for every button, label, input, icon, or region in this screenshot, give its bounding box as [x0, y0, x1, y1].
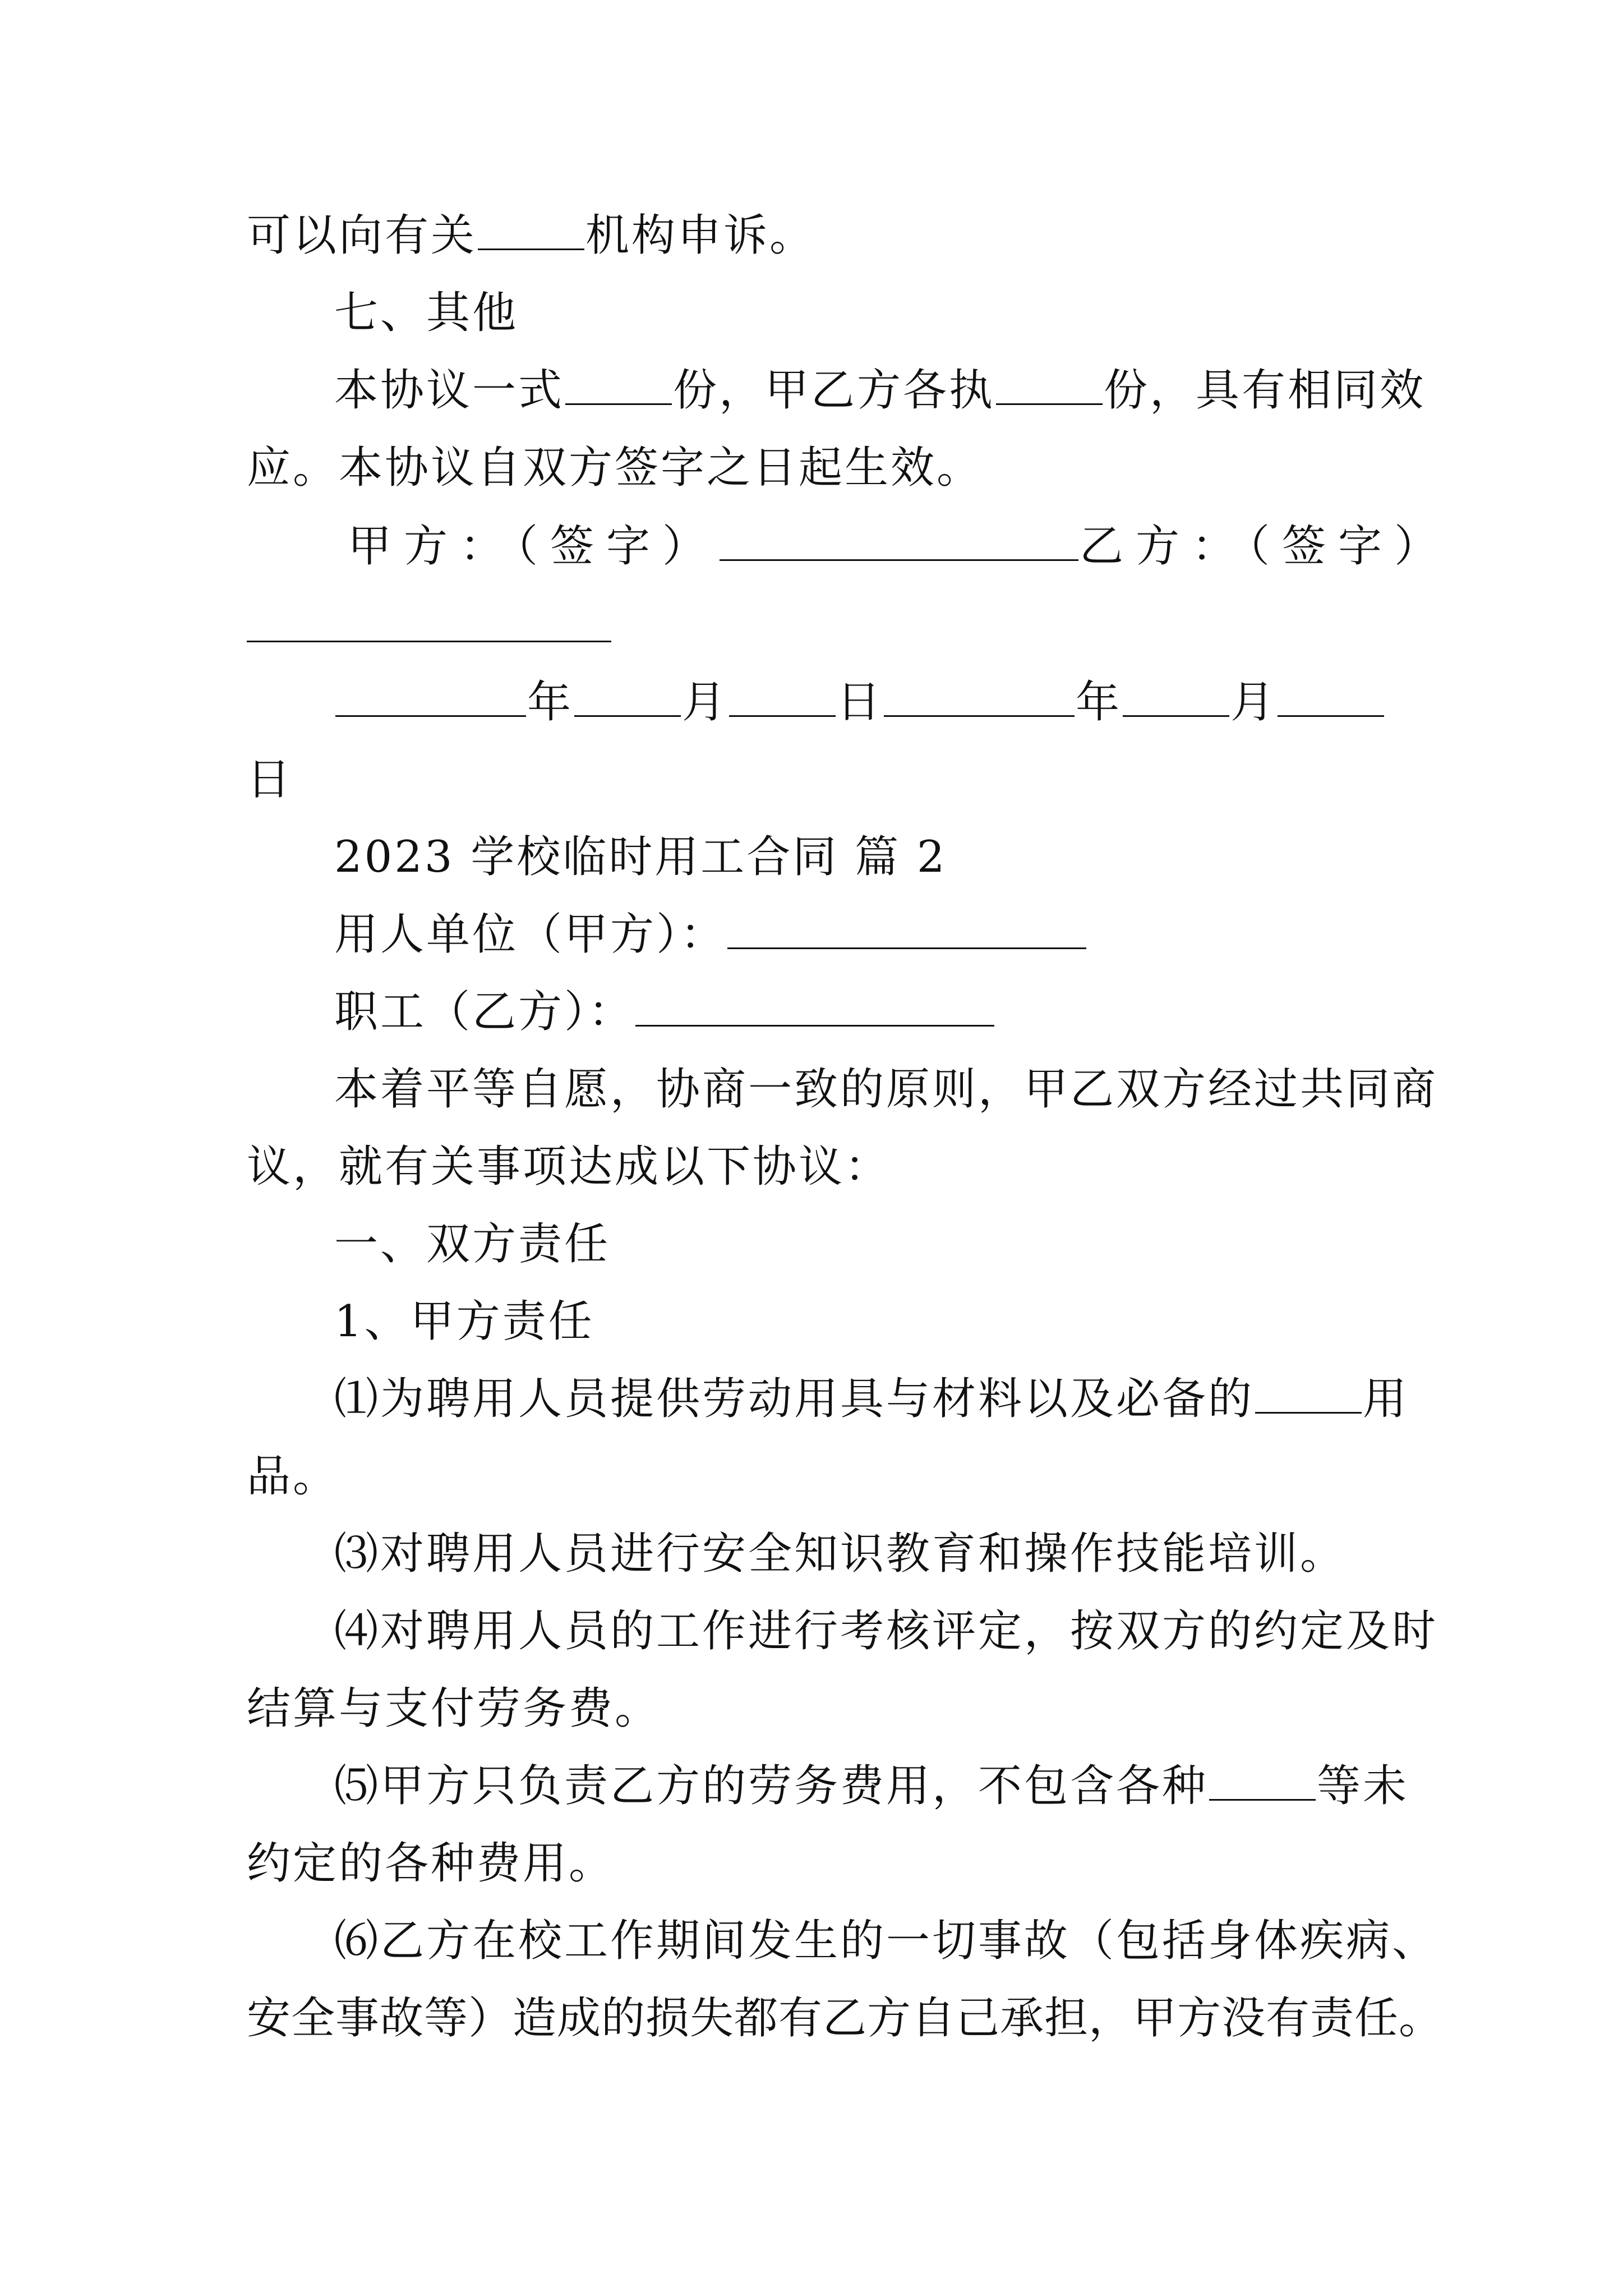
blank-field — [1278, 676, 1384, 717]
text-segment: 等未 — [1317, 1761, 1409, 1811]
text-segment: 年 — [1076, 677, 1122, 728]
text-segment: ⑴为聘用人员提供劳动用具与材料以及必备的 — [334, 1374, 1255, 1424]
text-segment: 月 — [682, 677, 728, 728]
contract-title — [334, 829, 1478, 885]
blank-field — [729, 676, 836, 717]
text-segment: 日 — [837, 677, 883, 728]
text-segment: ⑷对聘用人员的工作进行考核评定，按双方的约定及时 — [334, 1606, 1438, 1657]
subsection-heading-party-a — [334, 1294, 1478, 1350]
text-segment: 可以向有关 — [247, 210, 477, 261]
text-segment: 议，就有关事项达成以下协议： — [247, 1142, 891, 1192]
blank-field — [478, 209, 584, 250]
date-line-day — [247, 752, 1391, 808]
text-segment: ⑶对聘用人员进行安全知识教育和操作技能培训。 — [334, 1529, 1347, 1579]
clause-1-line — [334, 1371, 1478, 1427]
text-segment: 一、双方责任 — [334, 1219, 611, 1269]
text-segment: 2023 学校临时用工合同 篇 2 — [334, 832, 947, 882]
text-segment: 机构申诉。 — [585, 210, 816, 261]
party-b-signature-label: 乙方：（签字） — [1080, 521, 1451, 572]
employer-line — [334, 907, 1478, 963]
blank-field — [574, 676, 681, 717]
paragraph-line-complaint — [247, 208, 1391, 264]
clause-4-line — [334, 1603, 1478, 1659]
text-segment: 日 — [247, 754, 293, 805]
paragraph-line-principle — [334, 1061, 1478, 1117]
blank-field — [635, 986, 994, 1027]
blank-field — [1123, 676, 1229, 717]
date-line — [334, 674, 1478, 730]
blank-field — [884, 676, 1075, 717]
text-segment: 年 — [527, 677, 574, 728]
clause-5-continuation — [247, 1835, 1391, 1892]
text-segment: 七、其他 — [334, 288, 519, 338]
text-segment: 本协议一式 — [334, 365, 565, 416]
text-segment: 结算与支付劳务费。 — [247, 1683, 661, 1734]
text-segment: 品。 — [247, 1451, 339, 1502]
section-heading-other — [334, 285, 1478, 341]
signature-line — [348, 518, 1492, 574]
section-heading-responsibilities — [334, 1216, 1478, 1272]
text-segment: 1、甲方责任 — [334, 1296, 594, 1347]
blank-field — [1209, 1760, 1316, 1801]
blank-field — [565, 364, 672, 405]
clause-6-continuation — [247, 1990, 1444, 2046]
text-segment: 职工（乙方）： — [334, 987, 635, 1037]
blank-field — [335, 676, 526, 717]
text-segment: 应。本协议自双方签字之日起生效。 — [247, 443, 983, 493]
text-segment: 约定的各种费用。 — [247, 1838, 615, 1889]
clause-3-line — [334, 1526, 1478, 1582]
text-segment: ⑹乙方在校工作期间发生的一切事故（包括身体疾病、 — [334, 1916, 1438, 1966]
blank-field — [720, 520, 1078, 561]
blank-field — [1255, 1373, 1362, 1414]
text-segment: ⑸甲方只负责乙方的劳务费用，不包含各种 — [334, 1761, 1209, 1811]
blank-field — [996, 364, 1103, 405]
signature-blank-line — [247, 641, 611, 642]
text-segment: 安全事故等）造成的损失都有乙方自己承担，甲方没有责任。 — [247, 1993, 1444, 2044]
paragraph-line-copies — [334, 362, 1478, 418]
clause-4-continuation — [247, 1681, 1391, 1737]
party-a-signature-label: 甲方：（签字） — [348, 521, 719, 572]
paragraph-line-effective — [247, 440, 1391, 496]
text-segment: 月 — [1230, 677, 1277, 728]
text-segment: 本着平等自愿，协商一致的原则，甲乙双方经过共同商 — [334, 1064, 1438, 1115]
clause-1-continuation — [247, 1448, 1391, 1504]
text-segment: 份，具有相同效 — [1104, 365, 1426, 416]
text-segment: 份，甲乙方各执 — [673, 365, 995, 416]
clause-5-line — [334, 1758, 1478, 1814]
paragraph-line-agreement — [247, 1139, 1391, 1195]
clause-6-line — [334, 1913, 1478, 1969]
blank-field — [727, 908, 1086, 949]
text-segment: 用 — [1363, 1374, 1409, 1424]
employee-line — [334, 984, 1478, 1040]
text-segment: 用人单位（甲方）： — [334, 909, 727, 960]
